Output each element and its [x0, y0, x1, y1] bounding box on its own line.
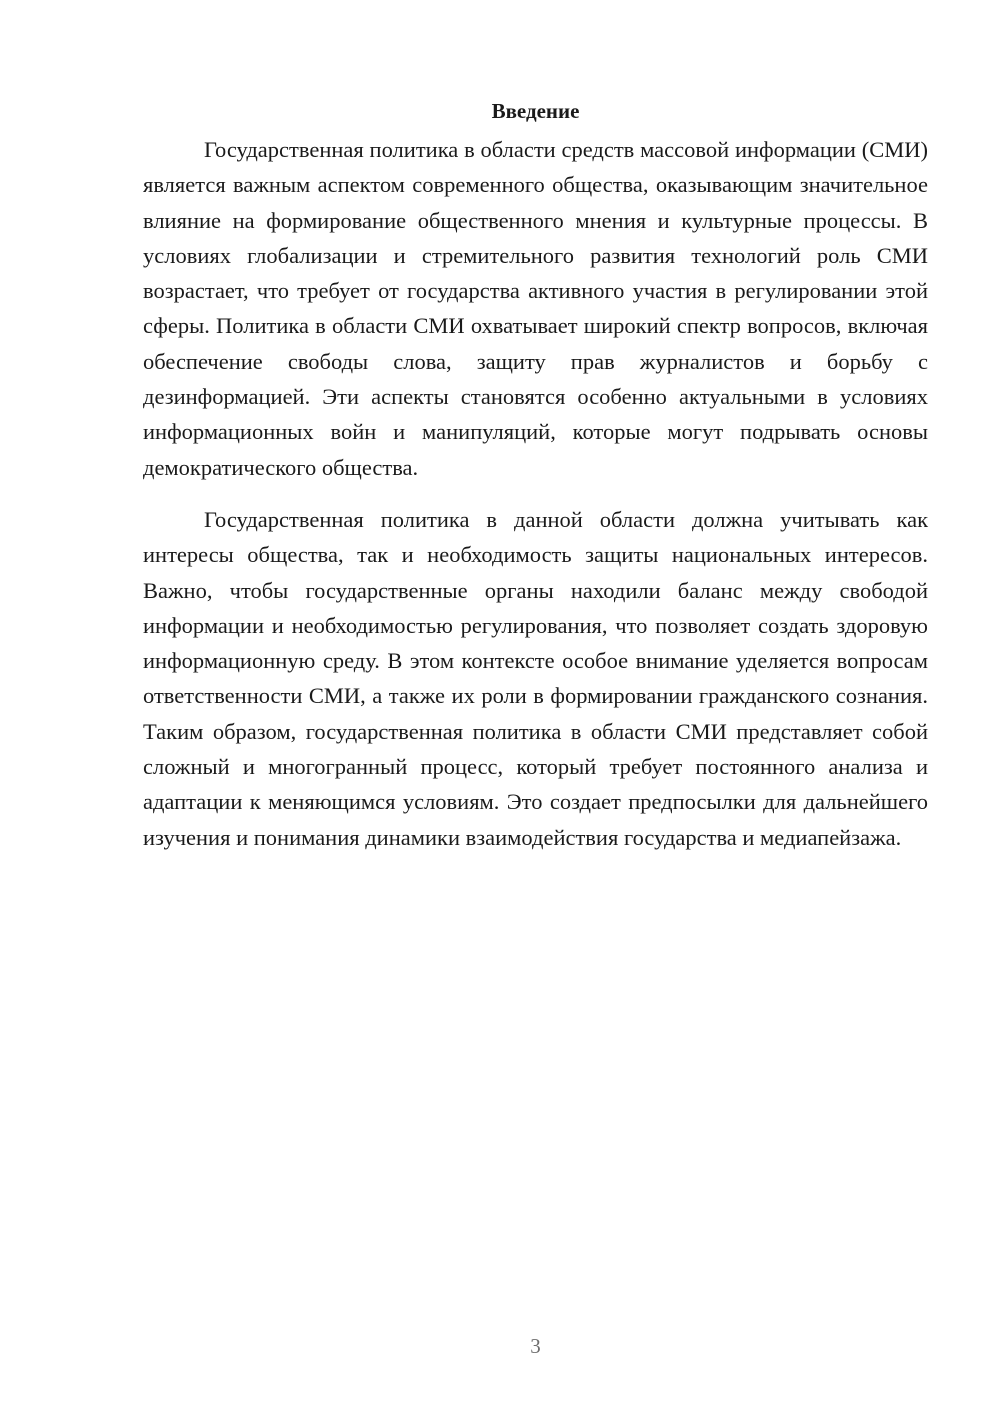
section-heading: Введение — [491, 99, 580, 123]
page-number: 3 — [530, 1334, 541, 1358]
paragraph-2: Государственная политика в данной области должна учитывать как интересы общества, так и необходимость защиты национальных интересов. Важно, чтобы государственные органы находили баланс между свободой информации и необходимостью регулирования, что позволяет создать здоровую информационную среду. В этом контексте особое внимание уделяется вопросам ответственности СМИ, а также их роли в формировании гражданского сознания. Таким образом, государственная политика в области СМИ представляет собой сложный и многогранный процесс, который требует постоянного анализа и адаптации к меняющимся условиям. Это создает предпосылки для дальнейшего изучения и понимания динамики взаимодействия государства и медиапейзажа. — [143, 506, 928, 850]
paragraph-1: Государственная политика в области средств массовой информации (СМИ) является важным аспектом современного общества, оказывающим значительное влияние на формирование общественного мнения и культурные процессы. В условиях глобализации и стремительного развития технологий роль СМИ возрастает, что требует от государства активного участия в регулировании этой сферы. Политика в области СМИ охватывает широкий спектр вопросов, включая обеспечение свободы слова, защиту прав журналистов и борьбу с дезинформацией. Эти аспекты становятся особенно актуальными в условиях информационных войн и манипуляций, которые могут подрывать основы демократического общества. — [143, 137, 928, 480]
document-body — [143, 92, 928, 855]
